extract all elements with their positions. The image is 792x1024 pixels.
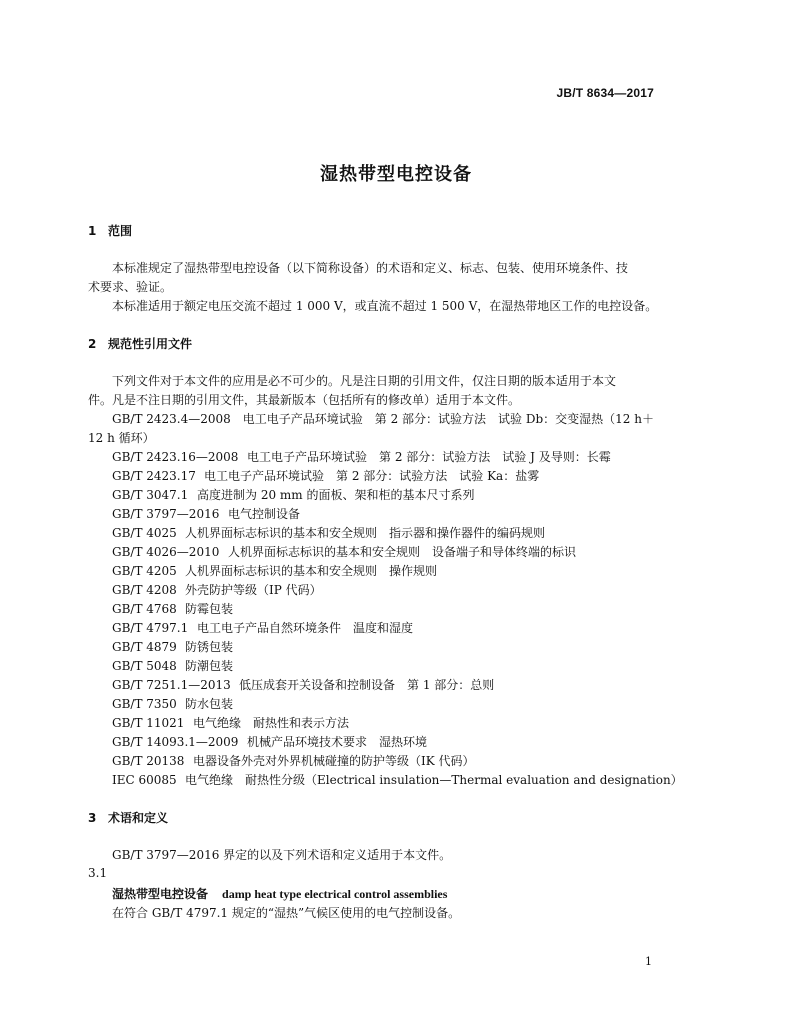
reference-title: 防水包装 — [185, 697, 234, 711]
reference-item — [112, 467, 539, 484]
reference-title: 电器设备外壳对外界机械碰撞的防护等级（IK 代码） — [193, 754, 475, 768]
section-number: 3 — [88, 811, 97, 825]
reference-title: 电气绝缘 耐热性和表示方法 — [193, 716, 350, 730]
scope-paragraph-2: 本标准适用于额定电压交流不超过 1 000 V，或直流不超过 1 500 V，在湿热带地区工作的电控设备。 — [112, 299, 658, 313]
reference-title: 低压成套开关设备和控制设备 第 1 部分：总则 — [239, 678, 495, 692]
reference-code: GB/T 4208 — [112, 583, 177, 597]
reference-title: 电工电子产品自然环境条件 温度和湿度 — [197, 621, 414, 635]
reference-code: GB/T 4025 — [112, 526, 177, 540]
reference-title: 高度进制为 20 mm 的面板、架和柜的基本尺寸系列 — [197, 488, 475, 502]
section-1-heading — [88, 222, 132, 239]
reference-item — [112, 600, 233, 617]
term-definition: 在符合 GB/T 4797.1 规定的“湿热”气候区使用的电气控制设备。 — [112, 906, 461, 920]
term-chinese: 湿热带型电控设备 — [112, 887, 209, 901]
reference-code: GB/T 7251.1—2013 — [112, 678, 231, 692]
reference-code: GB/T 5048 — [112, 659, 177, 673]
term-entry — [112, 885, 447, 902]
reference-item-first-line-2: 12 h 循环） — [88, 431, 155, 445]
reference-code: GB/T 7350 — [112, 697, 177, 711]
reference-code: GB/T 14093.1—2009 — [112, 735, 239, 749]
standard-code-header: JB/T 8634—2017 — [556, 86, 654, 100]
reference-item — [112, 676, 494, 693]
section-title: 规范性引用文件 — [108, 337, 193, 351]
reference-code: GB/T 4768 — [112, 602, 177, 616]
reference-item — [112, 638, 233, 655]
reference-title: 人机界面标志标识的基本和安全规则 设备端子和导体终端的标识 — [228, 545, 577, 559]
reference-item — [112, 714, 349, 731]
normative-intro-line-2: 件。凡是不注日期的引用文件，其最新版本（包括所有的修改单）适用于本文件。 — [88, 393, 521, 407]
reference-item — [112, 448, 611, 465]
section-number: 2 — [88, 337, 97, 351]
reference-item — [112, 562, 437, 579]
scope-paragraph-1-line-2: 术要求、验证。 — [88, 280, 173, 294]
section-2-heading — [88, 335, 192, 352]
document-title: 湿热带型电控设备 — [320, 164, 472, 185]
terms-intro: GB/T 3797—2016 界定的以及下列术语和定义适用于本文件。 — [112, 848, 452, 862]
reference-title: 电气绝缘 耐热性分级（Electrical insulation—Thermal evaluation and designation） — [185, 773, 683, 787]
reference-title: 防潮包装 — [185, 659, 234, 673]
reference-title: 防霉包装 — [185, 602, 234, 616]
reference-code: GB/T 4205 — [112, 564, 177, 578]
reference-item — [112, 619, 413, 636]
reference-code: GB/T 20138 — [112, 754, 185, 768]
reference-code: GB/T 2423.17 — [112, 469, 196, 483]
normative-intro-line-1: 下列文件对于本文件的应用是必不可少的。凡是注日期的引用文件，仅注日期的版本适用于本文 — [112, 374, 617, 388]
reference-title: 人机界面标志标识的基本和安全规则 操作规则 — [185, 564, 438, 578]
reference-item — [112, 695, 233, 712]
reference-code: GB/T 3797—2016 — [112, 507, 220, 521]
reference-title: 外壳防护等级（IP 代码） — [185, 583, 322, 597]
reference-item — [112, 771, 683, 788]
reference-code: GB/T 4879 — [112, 640, 177, 654]
page-number: 1 — [645, 955, 652, 968]
reference-item — [112, 486, 474, 503]
reference-code: GB/T 4026—2010 — [112, 545, 220, 559]
reference-item — [112, 524, 545, 541]
reference-title: 电工电子产品环境试验 第 2 部分：试验方法 试验 J 及导则：长霉 — [247, 450, 611, 464]
reference-code: IEC 60085 — [112, 773, 177, 787]
reference-title: 电工电子产品环境试验 第 2 部分：试验方法 试验 Ka：盐雾 — [204, 469, 540, 483]
reference-title: 防锈包装 — [185, 640, 234, 654]
clause-number: 3.1 — [88, 866, 108, 880]
reference-code: GB/T 4797.1 — [112, 621, 189, 635]
reference-code: GB/T 11021 — [112, 716, 185, 730]
section-title: 术语和定义 — [108, 811, 169, 825]
reference-item — [112, 543, 576, 560]
reference-title: 人机界面标志标识的基本和安全规则 指示器和操作器件的编码规则 — [185, 526, 546, 540]
reference-code: GB/T 3047.1 — [112, 488, 189, 502]
reference-title: 电气控制设备 — [228, 507, 301, 521]
term-english: damp heat type electrical control assemblies — [222, 887, 448, 901]
scope-paragraph-1-line-1: 本标准规定了湿热带型电控设备（以下简称设备）的术语和定义、标志、包装、使用环境条件、技 — [112, 261, 629, 275]
reference-title: 机械产品环境技术要求 湿热环境 — [247, 735, 428, 749]
reference-code: GB/T 2423.16—2008 — [112, 450, 239, 464]
reference-item — [112, 657, 233, 674]
reference-item — [112, 752, 475, 769]
reference-item — [112, 733, 427, 750]
reference-item — [112, 581, 322, 598]
section-3-heading — [88, 809, 168, 826]
section-title: 范围 — [108, 224, 133, 238]
reference-item-first-line-1: GB/T 2423.4—2008 电工电子产品环境试验 第 2 部分：试验方法 试验 Db：交变湿热（12 h＋ — [112, 412, 654, 426]
reference-item — [112, 505, 300, 522]
section-number: 1 — [88, 224, 97, 238]
